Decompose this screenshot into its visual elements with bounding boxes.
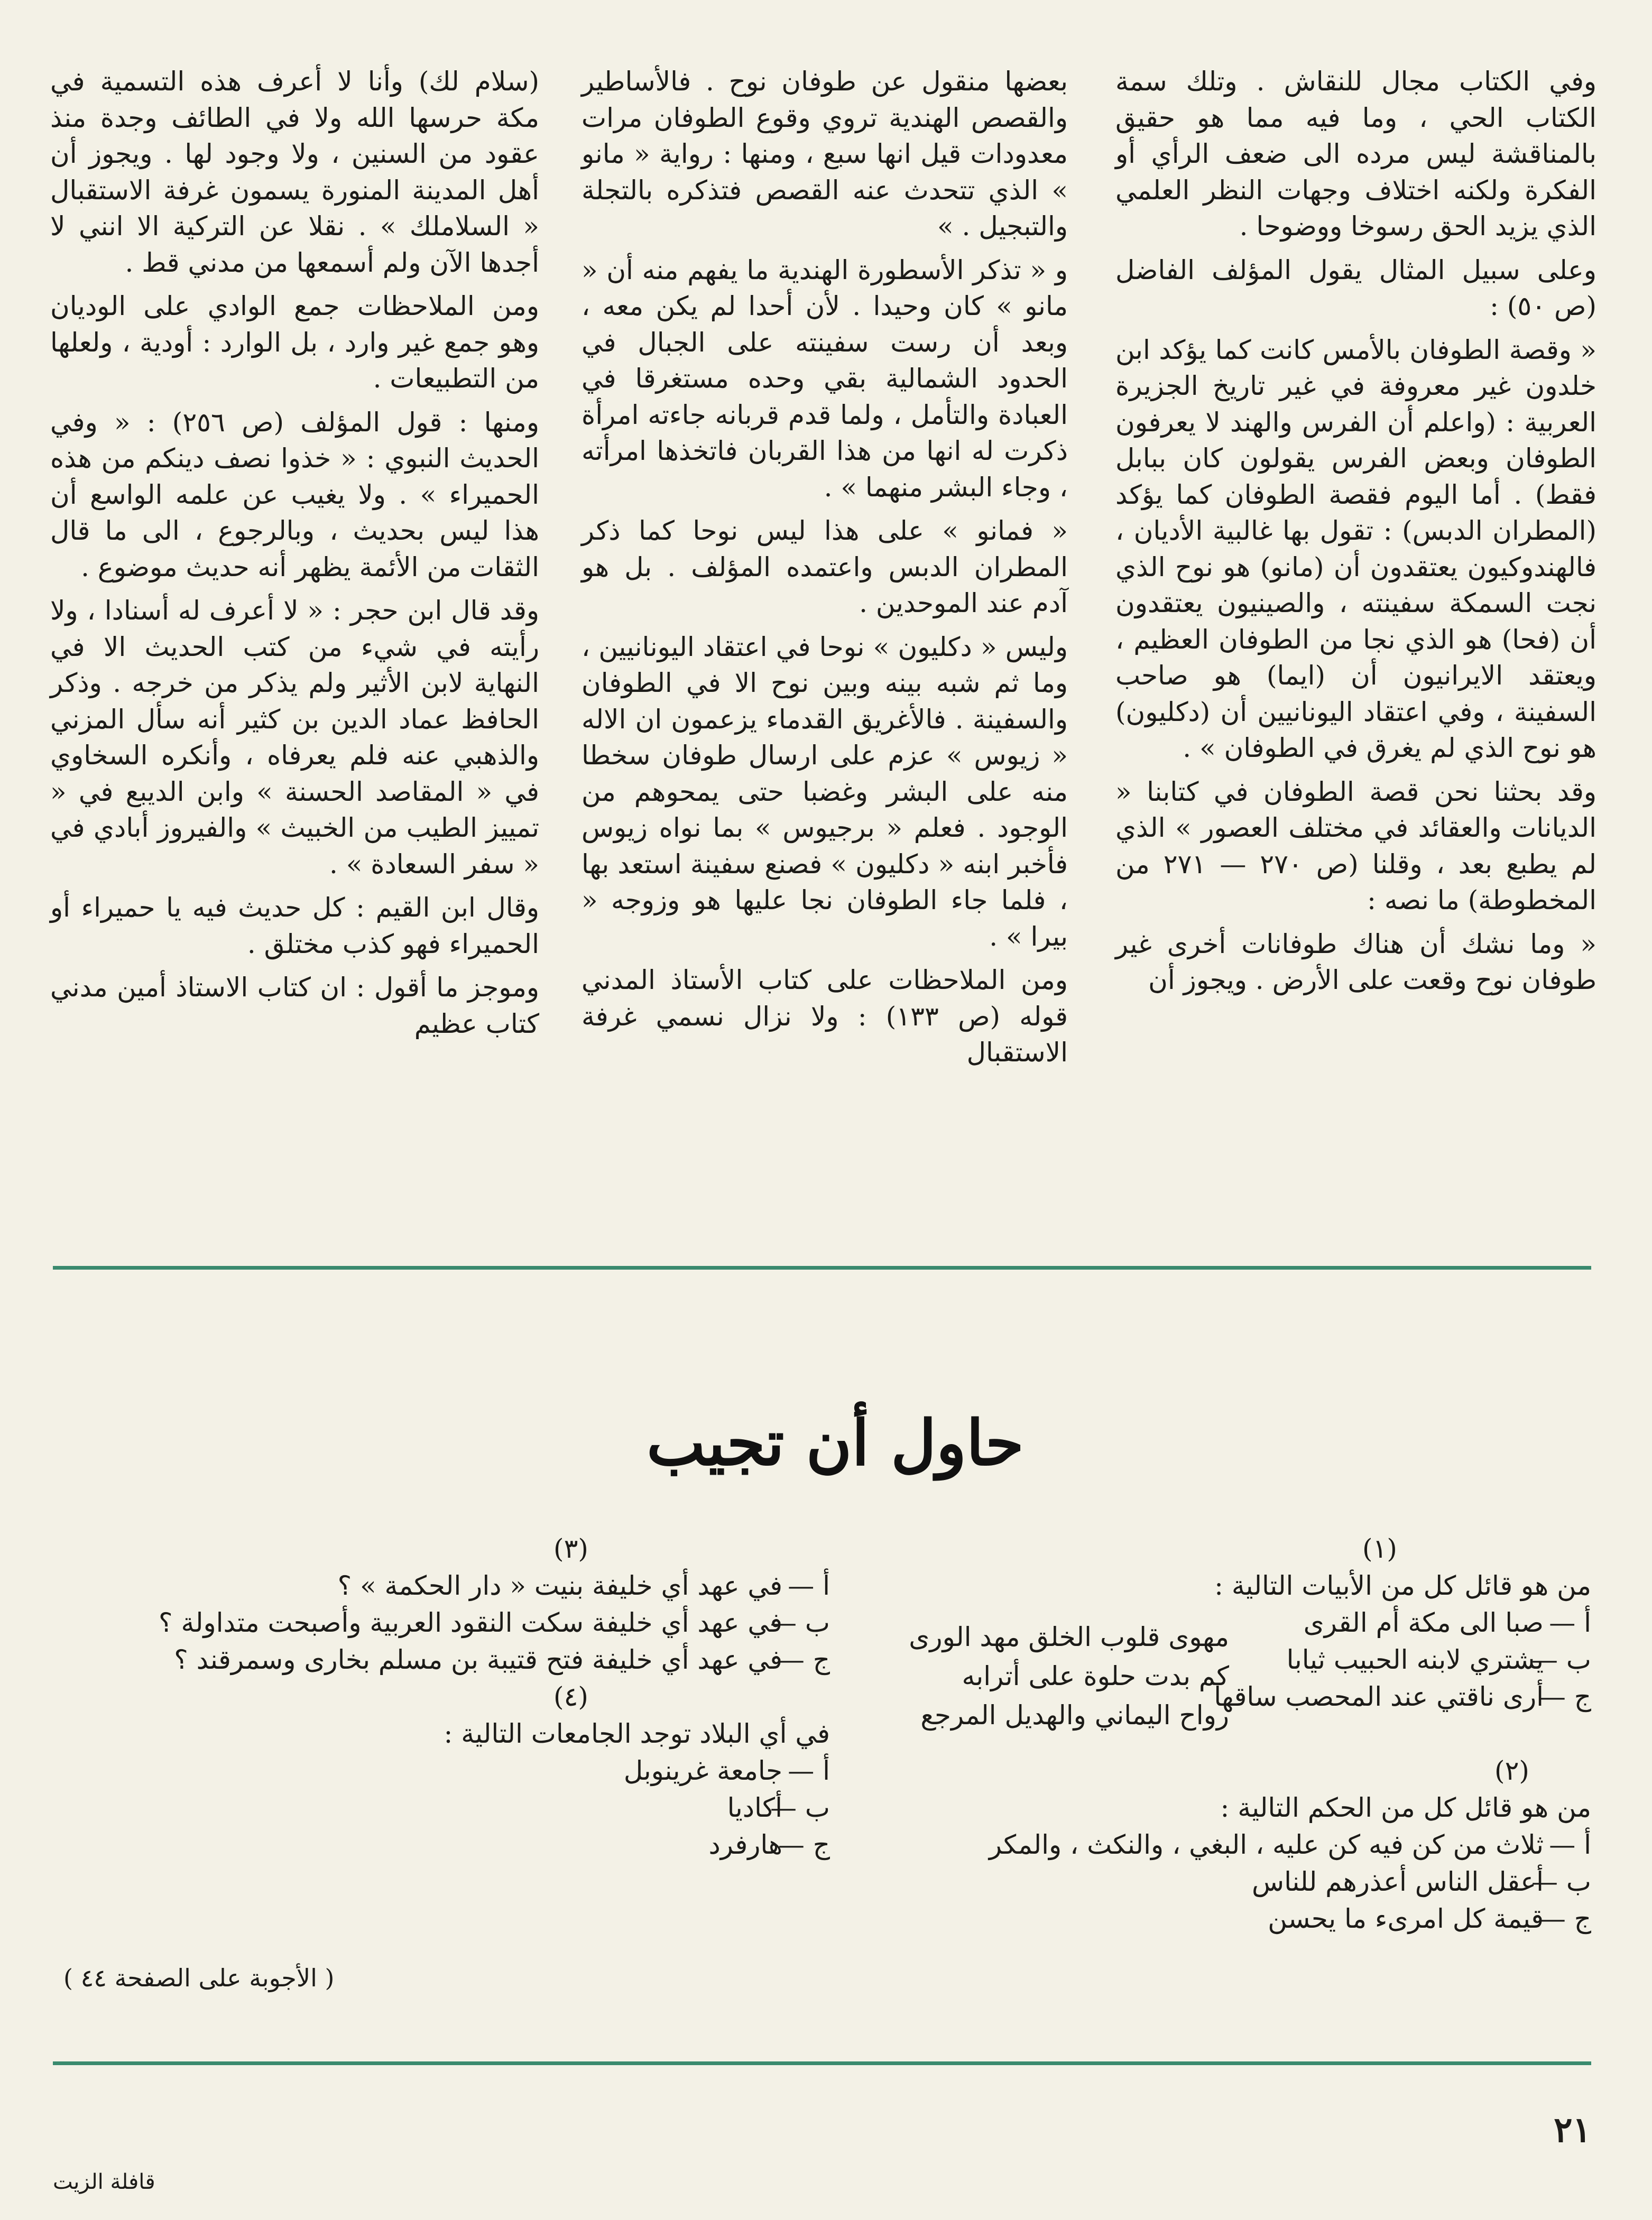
- question-item: [58, 1567, 830, 1604]
- paragraph: ومنها : قول المؤلف (ص ٢٥٦) : « وفي الحديث النبوي : « خذوا نصف دينكم من هذه الحميراء » . ولا يغيب عن علمه الواسع أن هذا ليس بحديث ، وبالرجوع ، الى ما قال الثقات من الأئمة يظهر أنه حديث موضوع .: [50, 406, 539, 582]
- paragraph: وفي الكتاب مجال للنقاش . وتلك سمة الكتاب الحي ، وما فيه مما هو حقيق بالمناقشة ليس مرده الى ضعف الرأي أو الفكرة ولكنه اختلاف وجهات النظر العلمي الذي يزيد الحق رسوخا ووضوحا .: [1115, 66, 1596, 242]
- question-number: (٤): [553, 1681, 588, 1712]
- paragraph: بعضها منقول عن طوفان نوح . فالأساطير والقصص الهندية تروي وقوع الطوفان مرات معدودات قيل انها سبع ، ومنها : رواية « مانو » الذي تتحدث عنه القصص فتذكره بالتجلة والتبجيل . »: [582, 66, 1068, 242]
- question-number: (١): [1362, 1533, 1397, 1564]
- item-text: جامعة غرينوبل: [623, 1755, 782, 1786]
- paragraph: « وقصة الطوفان بالأمس كانت كما يؤكد ابن خلدون غير معروفة في غير تاريخ الجزيرة العربية : (واعلم أن الفرس والهند لا يعرفون الطوفان وبعض الفرس يقولون كان ببابل فقط) . أما اليوم فقصة الطوفان كما يؤكد (المطران الدبس) : تقول بها غالبية الأديان ، فالهندوكيون يعتقدون أن (مانو) هو نوح الذي نجت السمكة سفينته ، والصينيون يعتقدون أن (فحا) هو الذي نجا من الطوفان العظيم ، ويعتقد الايرانيون أن (ايما) هو صاحب السفينة ، وفي اعتقاد اليونانيين أن (دكليون) هو نوح الذي لم يغرق في الطوفان » .: [1115, 334, 1596, 763]
- item-text: هارفرد: [708, 1829, 782, 1860]
- question-item: [1168, 1641, 1591, 1678]
- divider-bottom: [53, 2061, 1591, 2065]
- paragraph: « وما نشك أن هناك طوفانات أخرى غير طوفان نوح وقعت على الأرض . ويجوز أن: [1115, 928, 1596, 995]
- item-label: أ —: [1549, 1607, 1591, 1638]
- question-item: [58, 1826, 830, 1863]
- article-column-right: [1115, 63, 1596, 1184]
- question-prompt: في أي البلاد توجد الجامعات التالية :: [444, 1718, 830, 1749]
- question-number: (٣): [553, 1533, 588, 1564]
- question-1: [1168, 1530, 1591, 1715]
- quiz-title: حاول أن تجيب: [647, 1406, 1024, 1479]
- item-text: قيمة كل امرىء ما يحسن: [1268, 1903, 1544, 1934]
- question-item: [1168, 1678, 1591, 1715]
- magazine-name: قافلة الزيت: [53, 2170, 155, 2194]
- item-label: ب —: [1531, 1644, 1591, 1675]
- question-prompt: من هو قائل كل من الحكم التالية :: [1220, 1792, 1591, 1823]
- item-text: أرى ناقتي عند المحصب ساقها: [1214, 1681, 1544, 1712]
- paragraph: « فمانو » على هذا ليس نوحا كما ذكر المطران الدبس واعتمده المؤلف . بل هو آدم عند الموحدين .: [582, 515, 1068, 618]
- answers-note: ( الأجوبة على الصفحة ٤٤ ): [63, 1964, 335, 1992]
- paragraph: وعلى سبيل المثال يقول المؤلف الفاضل (ص ٥٠) :: [1115, 254, 1596, 321]
- item-label: ب —: [770, 1607, 830, 1638]
- question-item: [851, 1863, 1591, 1900]
- paragraph: ومن الملاحظات جمع الوادي على الوديان وهو جمع غير وارد ، بل الوارد : أودية ، ولعلها من التطبيعات .: [50, 291, 539, 394]
- question-item: [58, 1641, 830, 1678]
- item-text: أكاديا: [727, 1792, 782, 1823]
- item-text: في عهد أي خليفة سكت النقود العربية وأصبحت متداولة ؟: [159, 1607, 782, 1638]
- question-2: [851, 1752, 1591, 1937]
- item-label: ج —: [778, 1829, 830, 1860]
- item-text: ثلاث من كن فيه كن عليه ، البغي ، والنكث ، والمكر: [989, 1829, 1544, 1860]
- verse-line: مهوى قلوب الخلق مهد الورى: [909, 1622, 1229, 1652]
- article-column-middle: [582, 63, 1068, 1184]
- divider-top: [53, 1266, 1591, 1270]
- article-column-left: [50, 63, 539, 1184]
- verse-second-halves: [880, 1617, 1229, 1735]
- question-item: [851, 1826, 1591, 1863]
- question-4: [58, 1678, 830, 1863]
- question-item: [851, 1900, 1591, 1937]
- item-text: أعقل الناس أعذرهم للناس: [1252, 1866, 1544, 1897]
- page-number: ٢١: [1554, 2109, 1591, 2150]
- item-text: صبا الى مكة أم القرى: [1303, 1607, 1544, 1638]
- question-number: (٢): [1494, 1755, 1529, 1786]
- paragraph: وليس « دكليون » نوحا في اعتقاد اليونانيين ، وما ثم شبه بينه وبين نوح الا في الطوفان والسفينة . فالأغريق القدماء يزعمون ان الاله « زيوس » عزم على ارسال طوفان سخطا منه على البشر وغضبا حتى يمحوهم من الوجود . فعلم « برجيوس » بما نواه زيوس فأخبر ابنه « دكليون » فصنع سفينة استعد بها ، فلما جاء الطوفان نجا عليها هو وزوجه « بيرا » .: [582, 631, 1068, 952]
- question-item: [58, 1789, 830, 1826]
- item-label: ج —: [1539, 1681, 1591, 1712]
- question-item: [58, 1604, 830, 1641]
- item-label: أ —: [788, 1570, 830, 1601]
- question-3: [58, 1530, 830, 1678]
- verse-line: كم بدت حلوة على أترابه: [962, 1661, 1229, 1691]
- item-text: في عهد أي خليفة فتح قتيبة بن مسلم بخارى وسمرقند ؟: [174, 1644, 782, 1675]
- item-text: في عهد أي خليفة بنيت « دار الحكمة » ؟: [337, 1570, 782, 1601]
- question-prompt: من هو قائل كل من الأبيات التالية :: [1214, 1570, 1591, 1601]
- question-item: [58, 1752, 830, 1789]
- item-text: يشتري لابنه الحبيب ثيابا: [1286, 1644, 1544, 1675]
- paragraph: و « تذكر الأسطورة الهندية ما يفهم منه أن « مانو » كان وحيدا . لأن أحدا لم يكن معه ، وبعد أن رست سفينته على الجبال في الحدود الشمالية بقي وحده مستغرقا في العبادة والتأمل ، ولما قدم قربانه جاءته امرأة ذكرت له انها من هذا القربان فاتخذها امرأته ، وجاء البشر منهما » .: [582, 254, 1068, 503]
- item-label: ب —: [1531, 1866, 1591, 1897]
- paragraph: (سلام لك) وأنا لا أعرف هذه التسمية في مكة حرسها الله ولا في الطائف وجدة منذ عقود من السنين ، ولا وجود لها . ويجوز أن أهل المدينة المنورة يسمون غرفة الاستقبال « السلاملك » . نقلا عن التركية الا انني لا أجدها الآن ولم أسمعها من مدني قط .: [50, 66, 539, 278]
- paragraph: وقال ابن القيم : كل حديث فيه يا حميراء أو الحميراء فهو كذب مختلق .: [50, 892, 539, 959]
- item-label: ب —: [770, 1792, 830, 1823]
- paragraph: ومن الملاحظات على كتاب الأستاذ المدني قوله (ص ١٣٣) : ولا نزال نسمي غرفة الاستقبال: [582, 965, 1068, 1068]
- paragraph: وموجز ما أقول : ان كتاب الاستاذ أمين مدني كتاب عظيم: [50, 972, 539, 1039]
- paragraph: وقد بحثنا نحن قصة الطوفان في كتابنا « الديانات والعقائد في مختلف العصور » الذي لم يطبع بعد ، وقلنا (ص ٢٧٠ — ٢٧١ من المخطوطة) ما نصه :: [1115, 776, 1596, 915]
- item-label: أ —: [1549, 1829, 1591, 1860]
- item-label: أ —: [788, 1755, 830, 1786]
- question-item: [1168, 1604, 1591, 1641]
- verse-line: رواح اليماني والهديل المرجع: [920, 1700, 1229, 1731]
- paragraph: وقد قال ابن حجر : « لا أعرف له أسنادا ، ولا رأيته في شيء من كتب الحديث الا في النهاية لابن الأثير ولم يذكر من خرجه . وذكر الحافظ عماد الدين بن كثير أنه سأل المزني والذهبي عنه فلم يعرفاه ، وأنكره السخاوي في « المقاصد الحسنة » وابن الديبع في « تمييز الطيب من الخبيث » والفيروز أبادي في « سفر السعادة » .: [50, 595, 539, 880]
- item-label: ج —: [778, 1644, 830, 1675]
- item-label: ج —: [1539, 1903, 1591, 1934]
